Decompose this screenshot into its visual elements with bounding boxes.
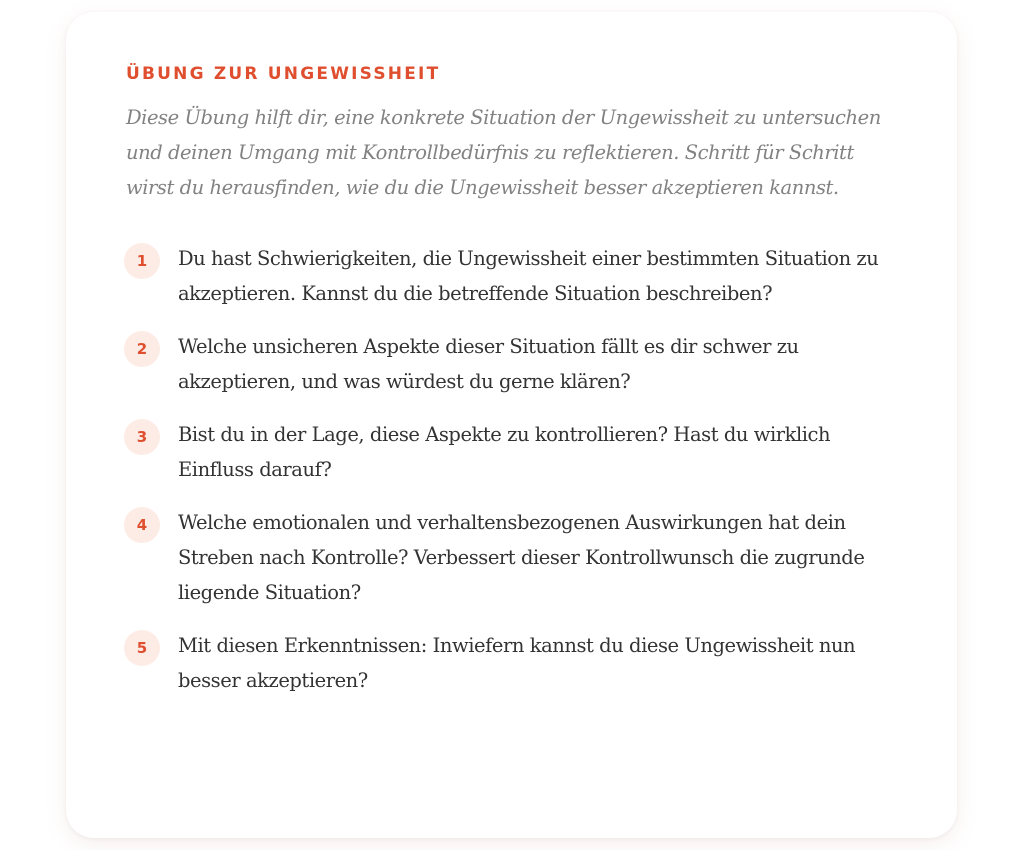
step-item (126, 630, 897, 698)
step-number-badge: 1 (124, 243, 160, 279)
step-question: Welche unsicheren Aspekte dieser Situation fällt es dir schwer zu akzeptieren, und was würdest du gerne klären? (178, 335, 799, 393)
exercise-intro: Diese Übung hilft dir, eine konkrete Situation der Ungewissheit zu untersuchen und deinen Umgang mit Kontrollbedürfnis zu reflektieren. Schritt für Schritt wirst du herausfinden, wie du die Ungewissheit besser akzeptieren kannst. (126, 106, 881, 199)
step-list (126, 243, 897, 698)
step-question: Welche emotionalen und verhaltensbezogenen Auswirkungen hat dein Streben nach Kontrolle? Verbessert dieser Kontrollwunsch die zugrunde liegende Situation? (178, 511, 865, 604)
step-number-badge: 2 (124, 331, 160, 367)
exercise-title: ÜBUNG ZUR UNGEWISSHEIT (126, 64, 441, 84)
exercise-card (66, 12, 957, 838)
step-number-badge: 3 (124, 419, 160, 455)
step-question: Du hast Schwierigkeiten, die Ungewissheit einer bestimmten Situation zu akzeptieren. Kannst du die betreffende Situation beschreiben? (178, 247, 879, 305)
step-item (126, 507, 897, 610)
step-question: Mit diesen Erkenntnissen: Inwiefern kannst du diese Ungewissheit nun besser akzeptieren? (178, 634, 856, 692)
step-item (126, 331, 897, 399)
step-number-badge: 4 (124, 507, 160, 543)
step-number-badge: 5 (124, 630, 160, 666)
step-question: Bist du in der Lage, diese Aspekte zu kontrollieren? Hast du wirklich Einfluss darauf? (178, 423, 831, 481)
step-item (126, 243, 897, 311)
step-item (126, 419, 897, 487)
